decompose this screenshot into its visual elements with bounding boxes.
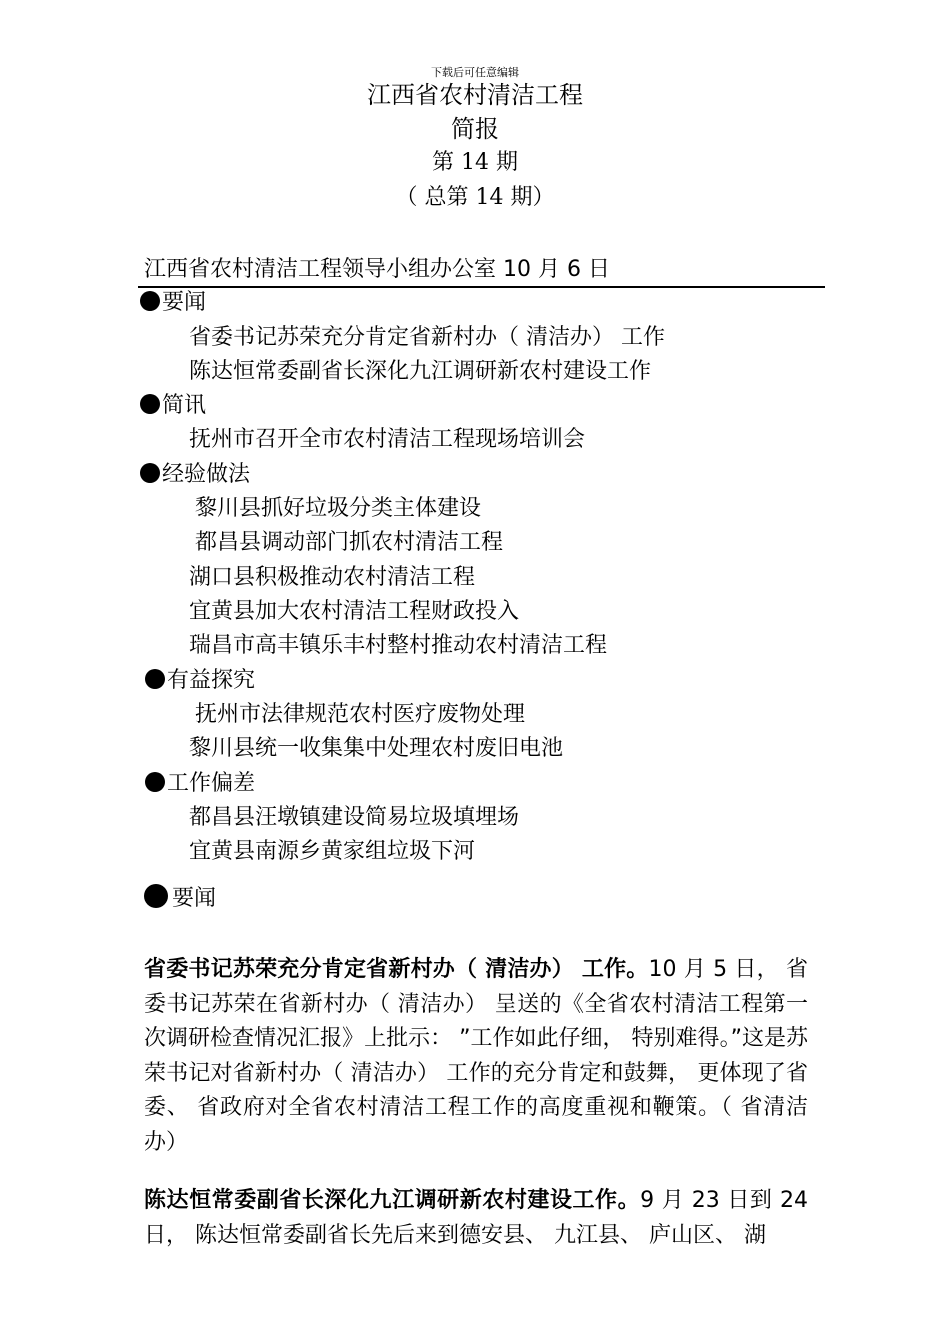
- newsletter-subtitle: 简报: [451, 115, 499, 143]
- newsletter-title: 江西省农村清洁工程: [367, 81, 583, 109]
- toc-item: 都昌县调动部门抓农村清洁工程: [195, 530, 504, 555]
- toc-heading-exploration: 有益探究: [145, 664, 255, 698]
- header-divider: [138, 286, 825, 288]
- bullet-icon: [144, 884, 168, 908]
- toc-heading-experience: 经验做法: [140, 458, 250, 492]
- toc-item: 黎川县统一收集集中处理农村废旧电池: [189, 736, 564, 761]
- toc-heading-news: 要闻: [140, 286, 206, 320]
- toc-item: 省委书记苏荣充分肯定省新村办（ 清洁办） 工作: [189, 325, 665, 350]
- bullet-icon: [140, 463, 160, 483]
- toc-item: 抚州市召开全市农村清洁工程现场培训会: [189, 427, 586, 452]
- toc-item: 宜黄县加大农村清洁工程财政投入: [189, 599, 520, 624]
- bullet-icon: [145, 669, 165, 689]
- article-paragraph: [144, 1184, 808, 1253]
- bullet-icon: [140, 291, 160, 311]
- toc-item: 都昌县汪墩镇建设简易垃圾填埋场: [189, 805, 520, 830]
- issue-number: 第 14 期: [432, 150, 518, 175]
- article-text: 10 月 5 日， 省委书记苏荣在省新村办（ 清洁办） 呈送的《全省农村清洁工程第一次调研检查情况汇报》上批示： ”工作如此仔细， 特别难得。”这是苏荣书记对省新村办（ 清洁办） 工作的充分肯定和鼓舞， 更体现了省委、 省政府对全省农村清洁工程工作的高度重视和鞭策。（ 省清洁办）: [144, 957, 808, 1155]
- toc-item: 瑞昌市高丰镇乐丰村整村推动农村清洁工程: [189, 633, 608, 658]
- section-heading-news: 要闻: [144, 882, 216, 916]
- toc-item: 湖口县积极推动农村清洁工程: [189, 565, 476, 590]
- toc-item: 宜黄县南源乡黄家组垃圾下河: [189, 839, 476, 864]
- issuer-line: 江西省农村清洁工程领导小组办公室 10 月 6 日: [144, 257, 610, 282]
- bullet-icon: [140, 394, 160, 414]
- watermark-text: 下载后可任意编辑: [431, 66, 519, 79]
- article-paragraph: [144, 953, 808, 1160]
- bullet-icon: [145, 772, 165, 792]
- toc-heading-briefs: 简讯: [140, 389, 206, 423]
- total-issue-number: （ 总第 14 期）: [395, 185, 555, 210]
- article-title: 省委书记苏荣充分肯定省新村办（ 清洁办） 工作。: [144, 957, 649, 982]
- article-text: 9 月 23 日到 24 日， 陈达恒常委副省长先后来到德安县、 九江县、 庐山区、 湖: [144, 1188, 808, 1248]
- toc-item: 陈达恒常委副省长深化九江调研新农村建设工作: [189, 359, 652, 384]
- toc-item: 黎川县抓好垃圾分类主体建设: [195, 496, 482, 521]
- article-title: 陈达恒常委副省长深化九江调研新农村建设工作。: [144, 1188, 641, 1213]
- toc-item: 抚州市法律规范农村医疗废物处理: [195, 702, 526, 727]
- toc-heading-deviation: 工作偏差: [145, 767, 255, 801]
